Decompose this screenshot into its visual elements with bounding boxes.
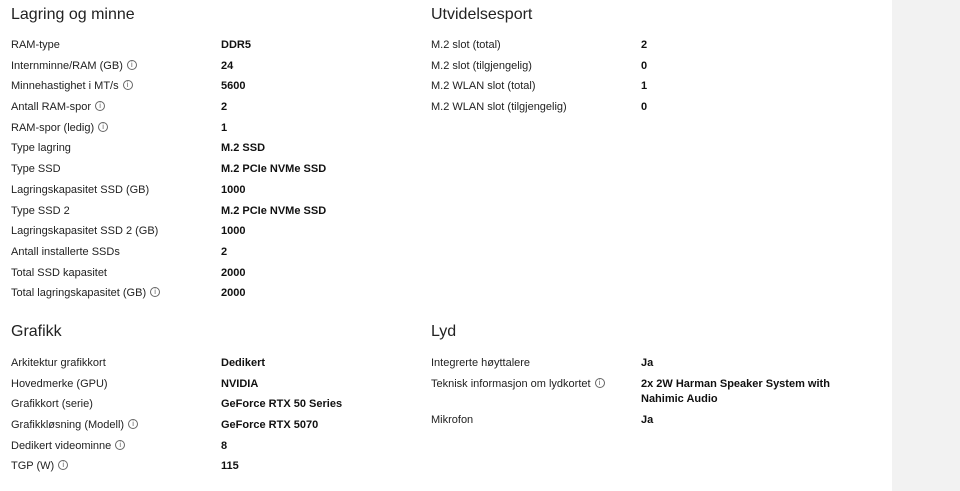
spec-value: DDR5 — [221, 39, 251, 51]
spec-value: M.2 PCIe NVMe SSD — [221, 163, 327, 176]
graphics-title: Grafikk — [11, 323, 62, 340]
spec-value: GeForce RTX 50 Series — [221, 398, 343, 411]
spec-label — [11, 97, 105, 118]
spec-label-text: M.2 slot (tilgjengelig) — [431, 59, 532, 72]
info-circle-icon[interactable]: i — [115, 440, 125, 450]
spec-label-text: M.2 WLAN slot (total) — [431, 80, 536, 93]
info-circle-icon[interactable]: i — [58, 460, 68, 470]
spec-value: M.2 SSD — [221, 142, 266, 155]
spec-value: 2 — [221, 245, 228, 258]
spec-label — [11, 456, 68, 477]
spec-value: 5600 — [221, 80, 246, 93]
spec-label-text: Mikrofon — [431, 413, 474, 426]
spec-label — [11, 415, 138, 436]
spec-label — [431, 374, 605, 395]
spec-label — [11, 118, 108, 139]
spec-label — [11, 180, 149, 201]
info-circle-icon[interactable]: i — [127, 60, 137, 70]
spec-value: 1000 — [221, 183, 246, 196]
storage-section — [11, 6, 327, 300]
spec-value: NVIDIA — [221, 377, 259, 390]
spec-label-text: Total SSD kapasitet — [11, 266, 107, 279]
spec-label-text: Internminne/RAM (GB) — [11, 59, 123, 72]
spec-label — [11, 76, 133, 97]
spec-label — [11, 283, 160, 304]
spec-label — [431, 353, 530, 374]
spec-label — [431, 97, 567, 118]
sound-section — [431, 323, 830, 426]
spec-value: 1 — [221, 121, 228, 134]
spec-label-text: Type SSD 2 — [11, 204, 70, 217]
spec-label-text: Lagringskapasitet SSD (GB) — [11, 183, 150, 196]
spec-label-text: RAM-type — [11, 39, 60, 51]
spec-label — [11, 394, 93, 415]
spec-value: 2x 2W Harman Speaker System with Nahimic Audio — [641, 377, 830, 405]
spec-label — [11, 138, 71, 159]
spec-label-text: Teknisk informasjon om lydkortet — [431, 377, 591, 390]
spec-label — [11, 353, 106, 374]
spec-label-text: RAM-spor (ledig) — [11, 121, 95, 134]
expansion-section — [431, 6, 648, 114]
spec-label-text: Antall installerte SSDs — [11, 245, 120, 258]
spec-label — [11, 374, 108, 395]
spec-value: Dedikert — [221, 357, 266, 369]
spec-label — [431, 56, 532, 77]
spec-label — [431, 35, 501, 56]
spec-value: 115 — [221, 460, 239, 473]
sound-title: Lyd — [431, 323, 457, 340]
spec-label-text: M.2 WLAN slot (tilgjengelig) — [431, 101, 567, 114]
spec-label — [11, 35, 60, 56]
spec-label-text: Hovedmerke (GPU) — [11, 377, 108, 390]
spec-label — [11, 263, 107, 284]
spec-value: 2 — [221, 101, 228, 114]
spec-label-text: Integrerte høyttalere — [431, 357, 531, 369]
spec-label-text: Grafikkløsning (Modell) — [11, 419, 125, 432]
spec-label — [11, 201, 70, 222]
spec-label-text: Lagringskapasitet SSD 2 (GB) — [11, 225, 159, 238]
spec-value: GeForce RTX 5070 — [221, 419, 319, 432]
spec-value: M.2 PCIe NVMe SSD — [221, 204, 327, 217]
spec-label — [11, 159, 61, 180]
graphics-section — [11, 323, 343, 473]
info-circle-icon[interactable]: i — [150, 287, 160, 297]
spec-label — [11, 56, 137, 77]
spec-label-text: Total lagringskapasitet (GB) — [11, 287, 147, 300]
spec-label — [431, 410, 473, 431]
spec-value: 8 — [221, 439, 228, 452]
spec-label-text: Type lagring — [11, 142, 71, 155]
spec-value: 2 — [641, 39, 648, 51]
spec-label — [11, 436, 125, 457]
spec-label-text: Type SSD — [11, 163, 61, 176]
spec-label — [11, 221, 158, 242]
spec-label-text: TGP (W) — [11, 460, 55, 473]
spec-value: 1 — [641, 80, 648, 93]
spec-label-text: Grafikkort (serie) — [11, 398, 93, 411]
spec-label-text: M.2 slot (total) — [431, 39, 501, 51]
spec-label-text: Minnehastighet i MT/s — [11, 80, 119, 93]
spec-value: Ja — [641, 413, 654, 426]
spec-value: 24 — [221, 59, 234, 72]
info-circle-icon[interactable]: i — [98, 122, 108, 132]
spec-label — [431, 76, 536, 97]
spec-label-text: Antall RAM-spor — [11, 101, 92, 114]
spec-label-text: Arkitektur grafikkort — [11, 357, 106, 369]
spec-value: 2000 — [221, 266, 246, 279]
info-circle-icon[interactable]: i — [595, 378, 605, 388]
spec-value: 0 — [641, 59, 648, 72]
info-circle-icon[interactable]: i — [123, 80, 133, 90]
spec-value: 0 — [641, 101, 648, 114]
info-circle-icon[interactable]: i — [128, 419, 138, 429]
spec-value: 1000 — [221, 225, 246, 238]
expansion-title: Utvidelsesport — [431, 6, 533, 23]
storage-title: Lagring og minne — [11, 6, 135, 23]
spec-value: Ja — [641, 357, 654, 369]
right-gutter — [892, 0, 960, 491]
info-circle-icon[interactable]: i — [95, 101, 105, 111]
spec-value: 2000 — [221, 287, 246, 300]
spec-label — [11, 242, 120, 263]
spec-label-text: Dedikert videominne — [11, 439, 112, 452]
